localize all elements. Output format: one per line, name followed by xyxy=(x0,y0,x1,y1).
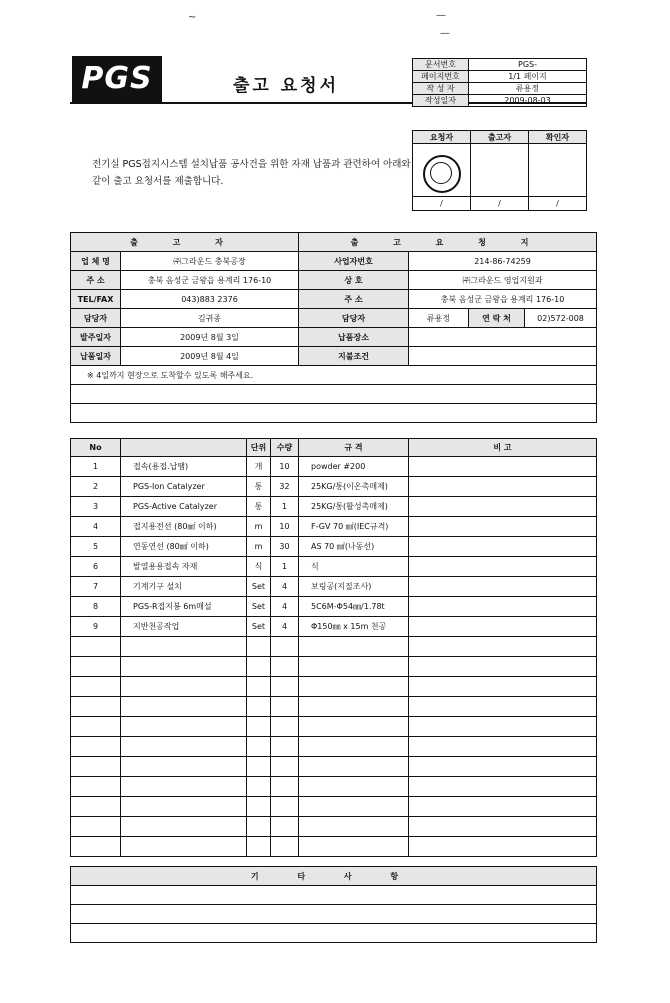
item-unit-cell: Set xyxy=(247,597,271,617)
trade-name-label: 상 호 xyxy=(299,271,409,290)
order-date-value: 2009년 8월 3일 xyxy=(121,328,299,347)
col-unit-header: 단위 xyxy=(247,439,271,457)
item-unit-cell: Set xyxy=(247,617,271,637)
item-unit-cell xyxy=(247,677,271,697)
item-no-cell: 5 xyxy=(71,537,121,557)
approval-shipper-header: 출고자 xyxy=(471,131,529,144)
item-unit-cell: Set xyxy=(247,577,271,597)
item-remark-cell xyxy=(409,597,597,617)
item-name-cell xyxy=(121,737,247,757)
item-name-cell: 접지용전선 (80㎟ 이하) xyxy=(121,517,247,537)
item-name-cell: 발열용용접속 자재 xyxy=(121,557,247,577)
intro-text: 전기실 PGS접지시스템 설치납품 공사건을 위한 자재 납품과 관련하여 아래와 같이 출고 요청서를 제출합니다. xyxy=(92,159,411,187)
item-row xyxy=(71,797,597,817)
item-name-cell xyxy=(121,777,247,797)
item-name-cell: PGS-R접지봉 6m매설 xyxy=(121,597,247,617)
item-remark-cell xyxy=(409,577,597,597)
item-spec-cell xyxy=(299,737,409,757)
approval-date: / xyxy=(529,197,587,211)
item-qty-cell xyxy=(271,697,299,717)
item-no-cell xyxy=(71,677,121,697)
item-spec-cell: Φ150㎜ x 15m 천공 xyxy=(299,617,409,637)
item-unit-cell xyxy=(247,717,271,737)
item-remark-cell xyxy=(409,457,597,477)
item-row xyxy=(71,777,597,797)
contact-value: 02)572-008 xyxy=(525,309,597,328)
item-spec-cell xyxy=(299,837,409,857)
item-name-cell xyxy=(121,717,247,737)
item-remark-cell xyxy=(409,637,597,657)
item-row xyxy=(71,577,597,597)
bizno-label: 사업자번호 xyxy=(299,252,409,271)
item-qty-cell: 10 xyxy=(271,517,299,537)
item-no-cell: 2 xyxy=(71,477,121,497)
shipper-signature-cell xyxy=(471,144,529,197)
item-remark-cell xyxy=(409,817,597,837)
item-unit-cell xyxy=(247,777,271,797)
item-row xyxy=(71,477,597,497)
delivery-place-value xyxy=(409,328,597,347)
item-remark-cell xyxy=(409,837,597,857)
item-name-cell: PGS-Ion Catalyzer xyxy=(121,477,247,497)
pgs-logo: PGS xyxy=(72,56,162,102)
item-no-cell: 4 xyxy=(71,517,121,537)
item-no-cell xyxy=(71,797,121,817)
item-unit-cell: 통 xyxy=(247,477,271,497)
item-row xyxy=(71,537,597,557)
address-label: 주 소 xyxy=(71,271,121,290)
item-row xyxy=(71,817,597,837)
col-name-header xyxy=(121,439,247,457)
item-no-cell xyxy=(71,657,121,677)
item-no-cell: 6 xyxy=(71,557,121,577)
item-remark-cell xyxy=(409,717,597,737)
item-no-cell: 8 xyxy=(71,597,121,617)
item-row xyxy=(71,757,597,777)
item-remark-cell xyxy=(409,757,597,777)
item-qty-cell: 10 xyxy=(271,457,299,477)
requester-header: 출 고 요 청 지 xyxy=(299,233,597,252)
requester-signature-cell xyxy=(413,144,471,197)
delivery-place-label: 납품장소 xyxy=(299,328,409,347)
approval-date: / xyxy=(413,197,471,211)
scan-mark: ~ xyxy=(188,12,197,23)
author-value: 류용정 xyxy=(469,83,587,95)
item-qty-cell xyxy=(271,637,299,657)
other-notes-header: 기 타 사 항 xyxy=(71,867,597,886)
item-qty-cell: 4 xyxy=(271,577,299,597)
item-row xyxy=(71,717,597,737)
item-row xyxy=(71,517,597,537)
document-title: 출고 요청서 xyxy=(232,76,340,96)
item-no-cell xyxy=(71,737,121,757)
item-unit-cell: 통 xyxy=(247,497,271,517)
item-name-cell xyxy=(121,757,247,777)
item-name-cell: 연동연선 (80㎟ 이하) xyxy=(121,537,247,557)
approval-table xyxy=(412,130,587,211)
item-unit-cell xyxy=(247,737,271,757)
item-unit-cell xyxy=(247,637,271,657)
item-remark-cell xyxy=(409,777,597,797)
item-spec-cell xyxy=(299,717,409,737)
bizno-value: 214-86-74259 xyxy=(409,252,597,271)
item-spec-cell xyxy=(299,677,409,697)
item-unit-cell: m xyxy=(247,537,271,557)
document-meta-table xyxy=(412,58,587,107)
item-row xyxy=(71,837,597,857)
date-label: 작성일자 xyxy=(413,95,469,107)
item-row xyxy=(71,497,597,517)
doc-number-value: PGS- xyxy=(469,59,587,71)
item-unit-cell xyxy=(247,837,271,857)
item-no-cell: 9 xyxy=(71,617,121,637)
requester-manager-label: 담당자 xyxy=(299,309,409,328)
item-row xyxy=(71,637,597,657)
other-notes-table xyxy=(70,866,597,943)
item-qty-cell: 30 xyxy=(271,537,299,557)
item-remark-cell xyxy=(409,477,597,497)
tel-fax-label: TEL/FAX xyxy=(71,290,121,309)
item-name-cell xyxy=(121,677,247,697)
item-row xyxy=(71,557,597,577)
trade-name-value: ㈜그라운드 영업지원과 xyxy=(409,271,597,290)
item-no-cell xyxy=(71,817,121,837)
item-name-cell: 접속(용접.납땜) xyxy=(121,457,247,477)
item-qty-cell xyxy=(271,677,299,697)
item-unit-cell: m xyxy=(247,517,271,537)
shipper-header: 출 고 자 xyxy=(71,233,299,252)
item-unit-cell xyxy=(247,657,271,677)
order-date-label: 발주일자 xyxy=(71,328,121,347)
item-name-cell xyxy=(121,697,247,717)
item-row xyxy=(71,657,597,677)
item-remark-cell xyxy=(409,797,597,817)
item-qty-cell xyxy=(271,777,299,797)
item-name-cell xyxy=(121,837,247,857)
item-no-cell: 3 xyxy=(71,497,121,517)
requester-address-label: 주 소 xyxy=(299,290,409,309)
item-no-cell xyxy=(71,717,121,737)
item-spec-cell: powder #200 xyxy=(299,457,409,477)
item-spec-cell xyxy=(299,657,409,677)
item-name-cell xyxy=(121,797,247,817)
item-remark-cell xyxy=(409,657,597,677)
item-qty-cell xyxy=(271,757,299,777)
item-no-cell xyxy=(71,837,121,857)
item-unit-cell: 식 xyxy=(247,557,271,577)
page-number-value: 1/1 페이지 xyxy=(469,71,587,83)
col-spec-header: 규 격 xyxy=(299,439,409,457)
other-notes-row xyxy=(71,924,597,943)
scan-mark: — xyxy=(440,28,450,39)
tel-fax-value: 043)883 2376 xyxy=(121,290,299,309)
item-unit-cell xyxy=(247,697,271,717)
item-spec-cell xyxy=(299,797,409,817)
item-unit-cell xyxy=(247,757,271,777)
item-no-cell xyxy=(71,777,121,797)
payment-terms-label: 지불조건 xyxy=(299,347,409,366)
signature-seal-icon xyxy=(423,155,461,193)
item-spec-cell: 보링공(지질조사) xyxy=(299,577,409,597)
delivery-note: ※ 4일까지 현장으로 도착할수 있도록 해주세요. xyxy=(71,366,597,385)
blank-row xyxy=(71,404,597,423)
company-value: ㈜그라운드 충북공장 xyxy=(121,252,299,271)
item-name-cell: PGS-Active Catalyzer xyxy=(121,497,247,517)
item-no-cell xyxy=(71,697,121,717)
item-remark-cell xyxy=(409,737,597,757)
item-no-cell xyxy=(71,757,121,777)
author-label: 작 성 자 xyxy=(413,83,469,95)
item-spec-cell xyxy=(299,757,409,777)
item-row xyxy=(71,597,597,617)
other-notes-row xyxy=(71,886,597,905)
page-number-label: 페이지번호 xyxy=(413,71,469,83)
item-spec-cell: AS 70 ㎟(나동선) xyxy=(299,537,409,557)
item-row xyxy=(71,697,597,717)
item-spec-cell: 식 xyxy=(299,557,409,577)
approval-requester-header: 요청자 xyxy=(413,131,471,144)
item-no-cell xyxy=(71,637,121,657)
item-spec-cell xyxy=(299,697,409,717)
item-spec-cell xyxy=(299,817,409,837)
item-qty-cell xyxy=(271,817,299,837)
blank-row xyxy=(71,385,597,404)
item-spec-cell xyxy=(299,777,409,797)
item-qty-cell: 1 xyxy=(271,497,299,517)
item-name-cell: 지반천공작업 xyxy=(121,617,247,637)
item-rows xyxy=(71,457,597,857)
item-name-cell xyxy=(121,817,247,837)
item-unit-cell: 개 xyxy=(247,457,271,477)
confirmer-signature-cell xyxy=(529,144,587,197)
item-qty-cell xyxy=(271,737,299,757)
item-name-cell xyxy=(121,637,247,657)
delivery-date-label: 납품일자 xyxy=(71,347,121,366)
other-notes-row xyxy=(71,905,597,924)
item-qty-cell: 32 xyxy=(271,477,299,497)
col-remark-header: 비 고 xyxy=(409,439,597,457)
item-row xyxy=(71,617,597,637)
shipper-manager-value: 김귀종 xyxy=(121,309,299,328)
item-spec-cell: 5C6M-Φ54㎜/1.78t xyxy=(299,597,409,617)
address-value: 충북 음성군 금왕읍 용계리 176-10 xyxy=(121,271,299,290)
item-row xyxy=(71,677,597,697)
scan-mark: — xyxy=(436,10,446,21)
item-remark-cell xyxy=(409,697,597,717)
item-qty-cell xyxy=(271,717,299,737)
item-qty-cell: 4 xyxy=(271,617,299,637)
item-qty-cell xyxy=(271,797,299,817)
item-row xyxy=(71,457,597,477)
item-no-cell: 7 xyxy=(71,577,121,597)
item-remark-cell xyxy=(409,497,597,517)
date-value: 2009-08-03 xyxy=(469,95,587,107)
item-unit-cell xyxy=(247,797,271,817)
item-qty-cell: 4 xyxy=(271,597,299,617)
item-remark-cell xyxy=(409,537,597,557)
item-spec-cell: F-GV 70 ㎟(IEC규격) xyxy=(299,517,409,537)
doc-number-label: 문서번호 xyxy=(413,59,469,71)
col-no-header: No xyxy=(71,439,121,457)
shipper-manager-label: 담당자 xyxy=(71,309,121,328)
payment-terms-value xyxy=(409,347,597,366)
approval-date: / xyxy=(471,197,529,211)
item-qty-cell xyxy=(271,837,299,857)
requester-manager-value: 류용정 xyxy=(409,309,469,328)
item-row xyxy=(71,737,597,757)
item-remark-cell xyxy=(409,557,597,577)
item-spec-cell xyxy=(299,637,409,657)
shipping-info-table xyxy=(70,232,597,423)
contact-label: 연 락 처 xyxy=(469,309,525,328)
approval-confirmer-header: 확인자 xyxy=(529,131,587,144)
item-spec-cell: 25KG/통(활성촉매제) xyxy=(299,497,409,517)
requester-address-value: 충북 음성군 금왕읍 용계리 176-10 xyxy=(409,290,597,309)
item-remark-cell xyxy=(409,517,597,537)
company-label: 업 체 명 xyxy=(71,252,121,271)
item-name-cell: 기계기구 설치 xyxy=(121,577,247,597)
item-no-cell: 1 xyxy=(71,457,121,477)
item-remark-cell xyxy=(409,677,597,697)
col-qty-header: 수량 xyxy=(271,439,299,457)
item-qty-cell: 1 xyxy=(271,557,299,577)
item-remark-cell xyxy=(409,617,597,637)
item-name-cell xyxy=(121,657,247,677)
items-table xyxy=(70,438,597,857)
item-unit-cell xyxy=(247,817,271,837)
item-qty-cell xyxy=(271,657,299,677)
delivery-date-value: 2009년 8월 4일 xyxy=(121,347,299,366)
item-spec-cell: 25KG/통(이온촉매제) xyxy=(299,477,409,497)
